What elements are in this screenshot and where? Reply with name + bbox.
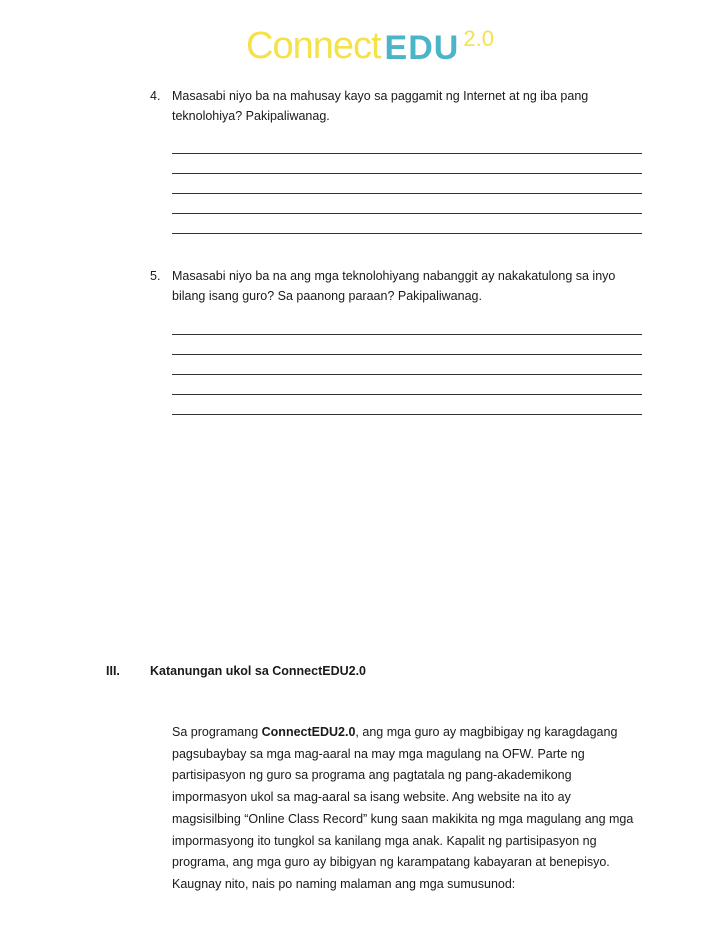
answer-lines-4[interactable] (172, 134, 642, 234)
section-title: Katanungan ukol sa ConnectEDU2.0 (150, 664, 367, 678)
answer-line[interactable] (172, 315, 642, 335)
answer-line[interactable] (172, 134, 642, 154)
answer-line[interactable] (172, 214, 642, 234)
logo-edu-text: EDU (384, 29, 460, 67)
answer-line[interactable] (172, 395, 642, 415)
answer-line[interactable] (172, 335, 642, 355)
paragraph-body: , ang mga guro ay magbibigay ng karagdagang pagsubaybay sa mga mag-aaral na may mga magulang na OFW. Parte ng partisipasyon ng guro sa programa ang pagtatala ng pang-akademikong impormasyon ukol sa mag-aaral sa isang website. Ang website na ito ay magsisilbing “Online Class Record” kung saan makikita ng mga magulang ang mga impormasyong ito tungkol sa kanilang mga anak. Kapalit ng partisipasyon ng programa, ang mga guro ay bibigyan ng karampatang kabayaran at benepisyo. Kaugnay nito, nais po naming malaman ang mga sumusunod: (172, 725, 634, 891)
answer-line[interactable] (172, 355, 642, 375)
answer-line[interactable] (172, 174, 642, 194)
question-number: 4. (150, 89, 161, 103)
question-5 (150, 266, 642, 306)
paragraph-program-name: ConnectEDU2.0 (261, 725, 356, 739)
answer-lines-5[interactable] (172, 315, 642, 415)
answer-line[interactable] (172, 154, 642, 174)
paragraph-lead: Sa programang (172, 725, 262, 739)
question-text: Masasabi niyo ba na ang mga teknolohiyang nabanggit ay nakakatulong sa inyo bilang isang guro? Sa paanong paraan? Pakipaliwanag. (172, 269, 616, 303)
question-4 (150, 86, 642, 126)
section-paragraph (150, 722, 642, 896)
logo-connect-text: Connect (246, 25, 381, 67)
question-text: Masasabi niyo ba na mahusay kayo sa paggamit ng Internet at ng iba pang teknolohiya? Pakipaliwanag. (172, 89, 589, 123)
question-number: 5. (150, 269, 161, 283)
section-number: III. (106, 664, 120, 678)
answer-line[interactable] (172, 194, 642, 214)
logo-version-text: 2.0 (463, 26, 494, 51)
answer-line[interactable] (172, 375, 642, 395)
connectedu-logo (246, 22, 494, 66)
